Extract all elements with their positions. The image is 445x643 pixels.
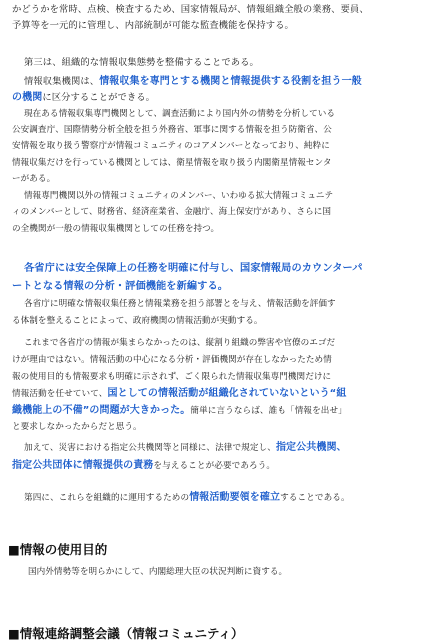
text-line: けが理由ではない。情報活動の中心になる分析・評価機関が存在しなかったため情: [12, 355, 332, 365]
text-line: 各省庁に明確な情報収集任務と情報業務を担う部署とを与え、情報活動を評価す: [24, 299, 336, 309]
text-span: 簡単に言うならば、誰も「情報を出せ」: [190, 406, 347, 416]
highlight-text: の機関: [12, 92, 43, 103]
text-line: 報の使用目的も情報要求も明確に示されず、ごく限られた情報収集専門機関だけに: [12, 372, 332, 382]
text-line: [24, 75, 362, 88]
highlight-text: 織機能上の不備”の問題が大きかった。: [12, 405, 191, 416]
text-span: を与えることが必要であろう。: [153, 461, 276, 471]
text-line: ィのメンバーとして、財務省、経済産業省、金融庁、海上保安庁があり、さらに国: [12, 207, 332, 217]
text-line: 安情報を取り扱う警察庁が情報コミュニティのコアメンバーとなっており、純粋に: [12, 141, 330, 151]
text-line: [24, 441, 347, 455]
text-span: 情報活動を任せていて、: [12, 389, 108, 399]
text-line: る体制を整えることによって、政府機関の情報活動が実動する。: [12, 316, 263, 326]
text-line: かどうかを常時、点検、検査するため、国家情報局が、情報組織全般の業務、要員、: [12, 4, 369, 15]
highlight-heading: ートとなる情報の分析・評価機能を新編する。: [12, 281, 229, 292]
text-line: 第三は、組織的な情報収集態勢を整備することである。: [24, 57, 259, 68]
text-span: 第四に、これらを組織的に運用するための: [24, 493, 190, 503]
text-line: [12, 91, 155, 104]
text-span: 加えて、災害における指定公共機関等と同様に、法律で規定し、: [24, 443, 276, 453]
text-line: [12, 387, 346, 401]
section-heading: ■情報の使用目的: [8, 542, 108, 557]
highlight-text: 指定公共団体に情報提供の責務: [12, 460, 154, 471]
text-line: ーがある。: [12, 174, 56, 184]
text-line: の全機関が一般の情報収集機関としての任務を持つ。: [12, 224, 220, 234]
highlight-text: 情報収集を専門とする機関と情報提供する役割を担う一般: [99, 76, 362, 87]
text-line: 情報専門機関以外の情報コミュニティのメンバー、いわゆる拡大情報コミュニテ: [24, 191, 334, 201]
section-body: 国内外情勢等を明らかにして、内閣総理大臣の状況判断に資する。: [28, 567, 288, 577]
text-line: 予算等を一元的に管理し、内部統制が可能な監査機能を保持する。: [12, 20, 294, 31]
text-span: に区分することができる。: [42, 92, 156, 103]
text-line: [24, 491, 350, 505]
text-line: 現在ある情報収集専門機関として、調査活動により国内外の情勢を分析している: [24, 109, 336, 119]
highlight-text: 指定公共機関、: [275, 442, 347, 453]
text-span: することである。: [280, 493, 350, 503]
section-heading: ■情報連絡調整会議（情報コミュニティ）: [8, 626, 244, 641]
text-line: 公安調査庁、国際情勢分析全般を担う外務省、軍事に関する情報を担う防衛省、公: [12, 125, 332, 135]
text-line: [12, 459, 275, 473]
text-line: これまで各省庁の情報が集まらなかったのは、縦割り組織の弊害や官僚のエゴだ: [24, 338, 336, 348]
text-span: 情報収集機関は、: [24, 76, 100, 87]
text-line: 情報収集だけを行っている機関としては、衛星情報を取り扱う内閣衛星情報センタ: [12, 158, 332, 168]
highlight-heading: 各省庁には安全保障上の任務を明確に付与し、国家情報局のカウンターパ: [24, 263, 363, 274]
highlight-text: 情報活動要領を確立: [189, 492, 281, 503]
text-line: [12, 404, 347, 418]
text-line: と要求しなかったからだと思う。: [12, 422, 142, 432]
highlight-text: 国としての情報活動が組織化されていないという“組: [107, 388, 347, 399]
